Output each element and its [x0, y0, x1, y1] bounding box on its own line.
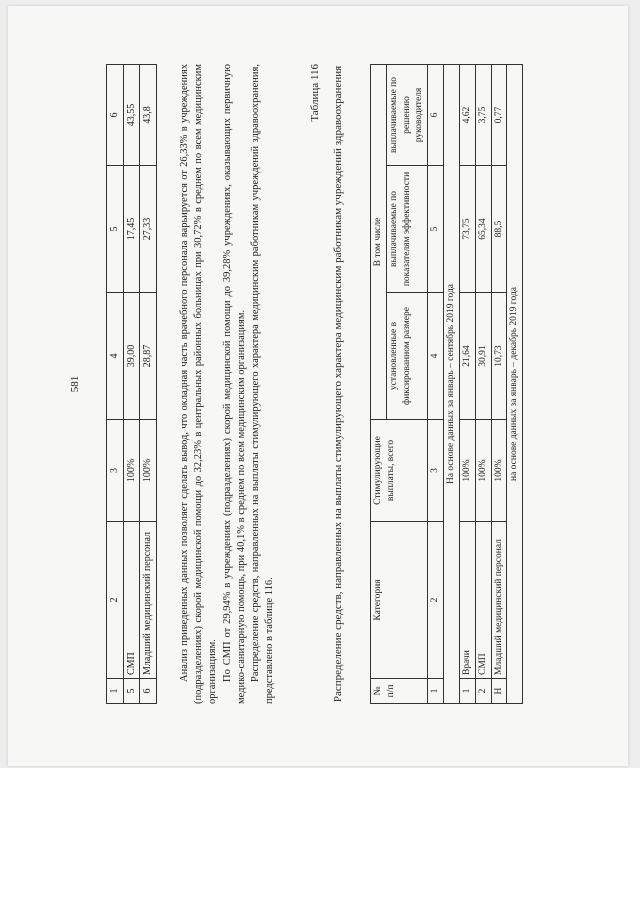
row-total: 100% — [140, 420, 157, 522]
row-manager: 43,8 — [140, 65, 157, 166]
header-cell: 4 — [107, 293, 124, 420]
table-row — [459, 65, 475, 704]
header-cell: 5 — [107, 166, 124, 293]
row-manager: 4,62 — [459, 65, 475, 166]
row-num: Н — [491, 679, 507, 704]
continued-table — [106, 64, 157, 704]
section-row — [444, 65, 460, 704]
row-total: 100% — [475, 420, 491, 522]
table-row — [123, 65, 140, 704]
row-manager: 43,55 — [123, 65, 140, 166]
row-fixed: 28,87 — [140, 293, 157, 420]
row-num: 1 — [459, 679, 475, 704]
rotated-page-content — [48, 24, 608, 744]
table-row — [140, 65, 157, 704]
column-number: 2 — [428, 522, 444, 679]
row-fixed: 10,73 — [491, 293, 507, 420]
section-label: На основе данных за январь – сентябрь 2019 года — [444, 65, 460, 704]
row-efficiency: 17,45 — [123, 166, 140, 293]
column-numbers-row — [428, 65, 444, 704]
header-efficiency: выплачиваемые по показателям эффективности — [386, 166, 427, 293]
row-num: 6 — [140, 679, 157, 704]
row-fixed: 39,00 — [123, 293, 140, 420]
table-label: Таблица 116 — [309, 64, 321, 122]
row-total: 100% — [123, 420, 140, 522]
table-title: Распределение средств, направленных на выплаты стимулирующего характера медицинским работникам учреждений здравоохранения — [332, 65, 344, 703]
row-efficiency: 27,33 — [140, 166, 157, 293]
header-cell: 1 — [107, 679, 124, 704]
header-fixed: установленные в фиксированном размере — [386, 293, 427, 420]
table-row — [475, 65, 491, 704]
row-category: Младший медицинский персонал — [491, 522, 507, 679]
table-header-row — [371, 65, 387, 704]
row-total: 100% — [459, 420, 475, 522]
column-number: 4 — [428, 293, 444, 420]
page-number: 581 — [69, 375, 81, 393]
row-fixed: 30,91 — [475, 293, 491, 420]
header-manager: выплачиваемые по решению руководителя — [386, 65, 427, 166]
row-category: СМП — [123, 522, 140, 679]
row-category: СМП — [475, 522, 491, 679]
paragraph: Распределение средств, направленных на выплаты стимулирующего характера медицинским работникам учреждений здравоохранения, представлено в таблице 116. — [249, 64, 276, 704]
table-row — [491, 65, 507, 704]
body-text — [178, 64, 277, 704]
header-cell: 3 — [107, 420, 124, 522]
table-header-row — [107, 65, 124, 704]
header-total: Стимулирующие выплаты, всего — [371, 420, 428, 522]
row-total: 100% — [491, 420, 507, 522]
header-num: № п/п — [371, 679, 428, 704]
row-efficiency: 65,34 — [475, 166, 491, 293]
row-category: Врачи — [459, 522, 475, 679]
paragraph: По СМП от 29,94% в учреждениях (подразделениях) скорой медицинской помощи до 39,28% учреждениях, оказывающих первичную медико-санитарную помощь, при 40,1% в среднем по всем медицинским организациям. — [221, 64, 247, 704]
header-category: Категория — [371, 522, 428, 679]
row-category: Младший медицинский персонал — [140, 522, 157, 679]
header-cell: 6 — [107, 65, 124, 166]
row-num: 5 — [123, 679, 140, 704]
paragraph: Анализ приведенных данных позволяет сделать вывод, что окладная часть врачебного персонала варьируется от 26,33% в учреждениях (подразделениях) скорой медицинской помощи до 32,23% в центральных районных больницах при 30,72% в среднем по всем медицинским организациям. — [179, 64, 219, 704]
row-manager: 0,77 — [491, 65, 507, 166]
row-manager: 3,75 — [475, 65, 491, 166]
header-group: В том числе — [371, 65, 387, 420]
column-number: 5 — [428, 166, 444, 293]
column-number: 3 — [428, 420, 444, 522]
row-num: 2 — [475, 679, 491, 704]
section-row — [507, 65, 523, 704]
main-table — [370, 64, 523, 704]
row-fixed: 21,64 — [459, 293, 475, 420]
document-page — [8, 6, 628, 766]
column-number: 1 — [428, 679, 444, 704]
row-efficiency: 88,5 — [491, 166, 507, 293]
section-label: на основе данных за январь – декабрь 2019 года — [507, 65, 523, 704]
header-cell: 2 — [107, 522, 124, 679]
row-efficiency: 73,75 — [459, 166, 475, 293]
column-number: 6 — [428, 65, 444, 166]
